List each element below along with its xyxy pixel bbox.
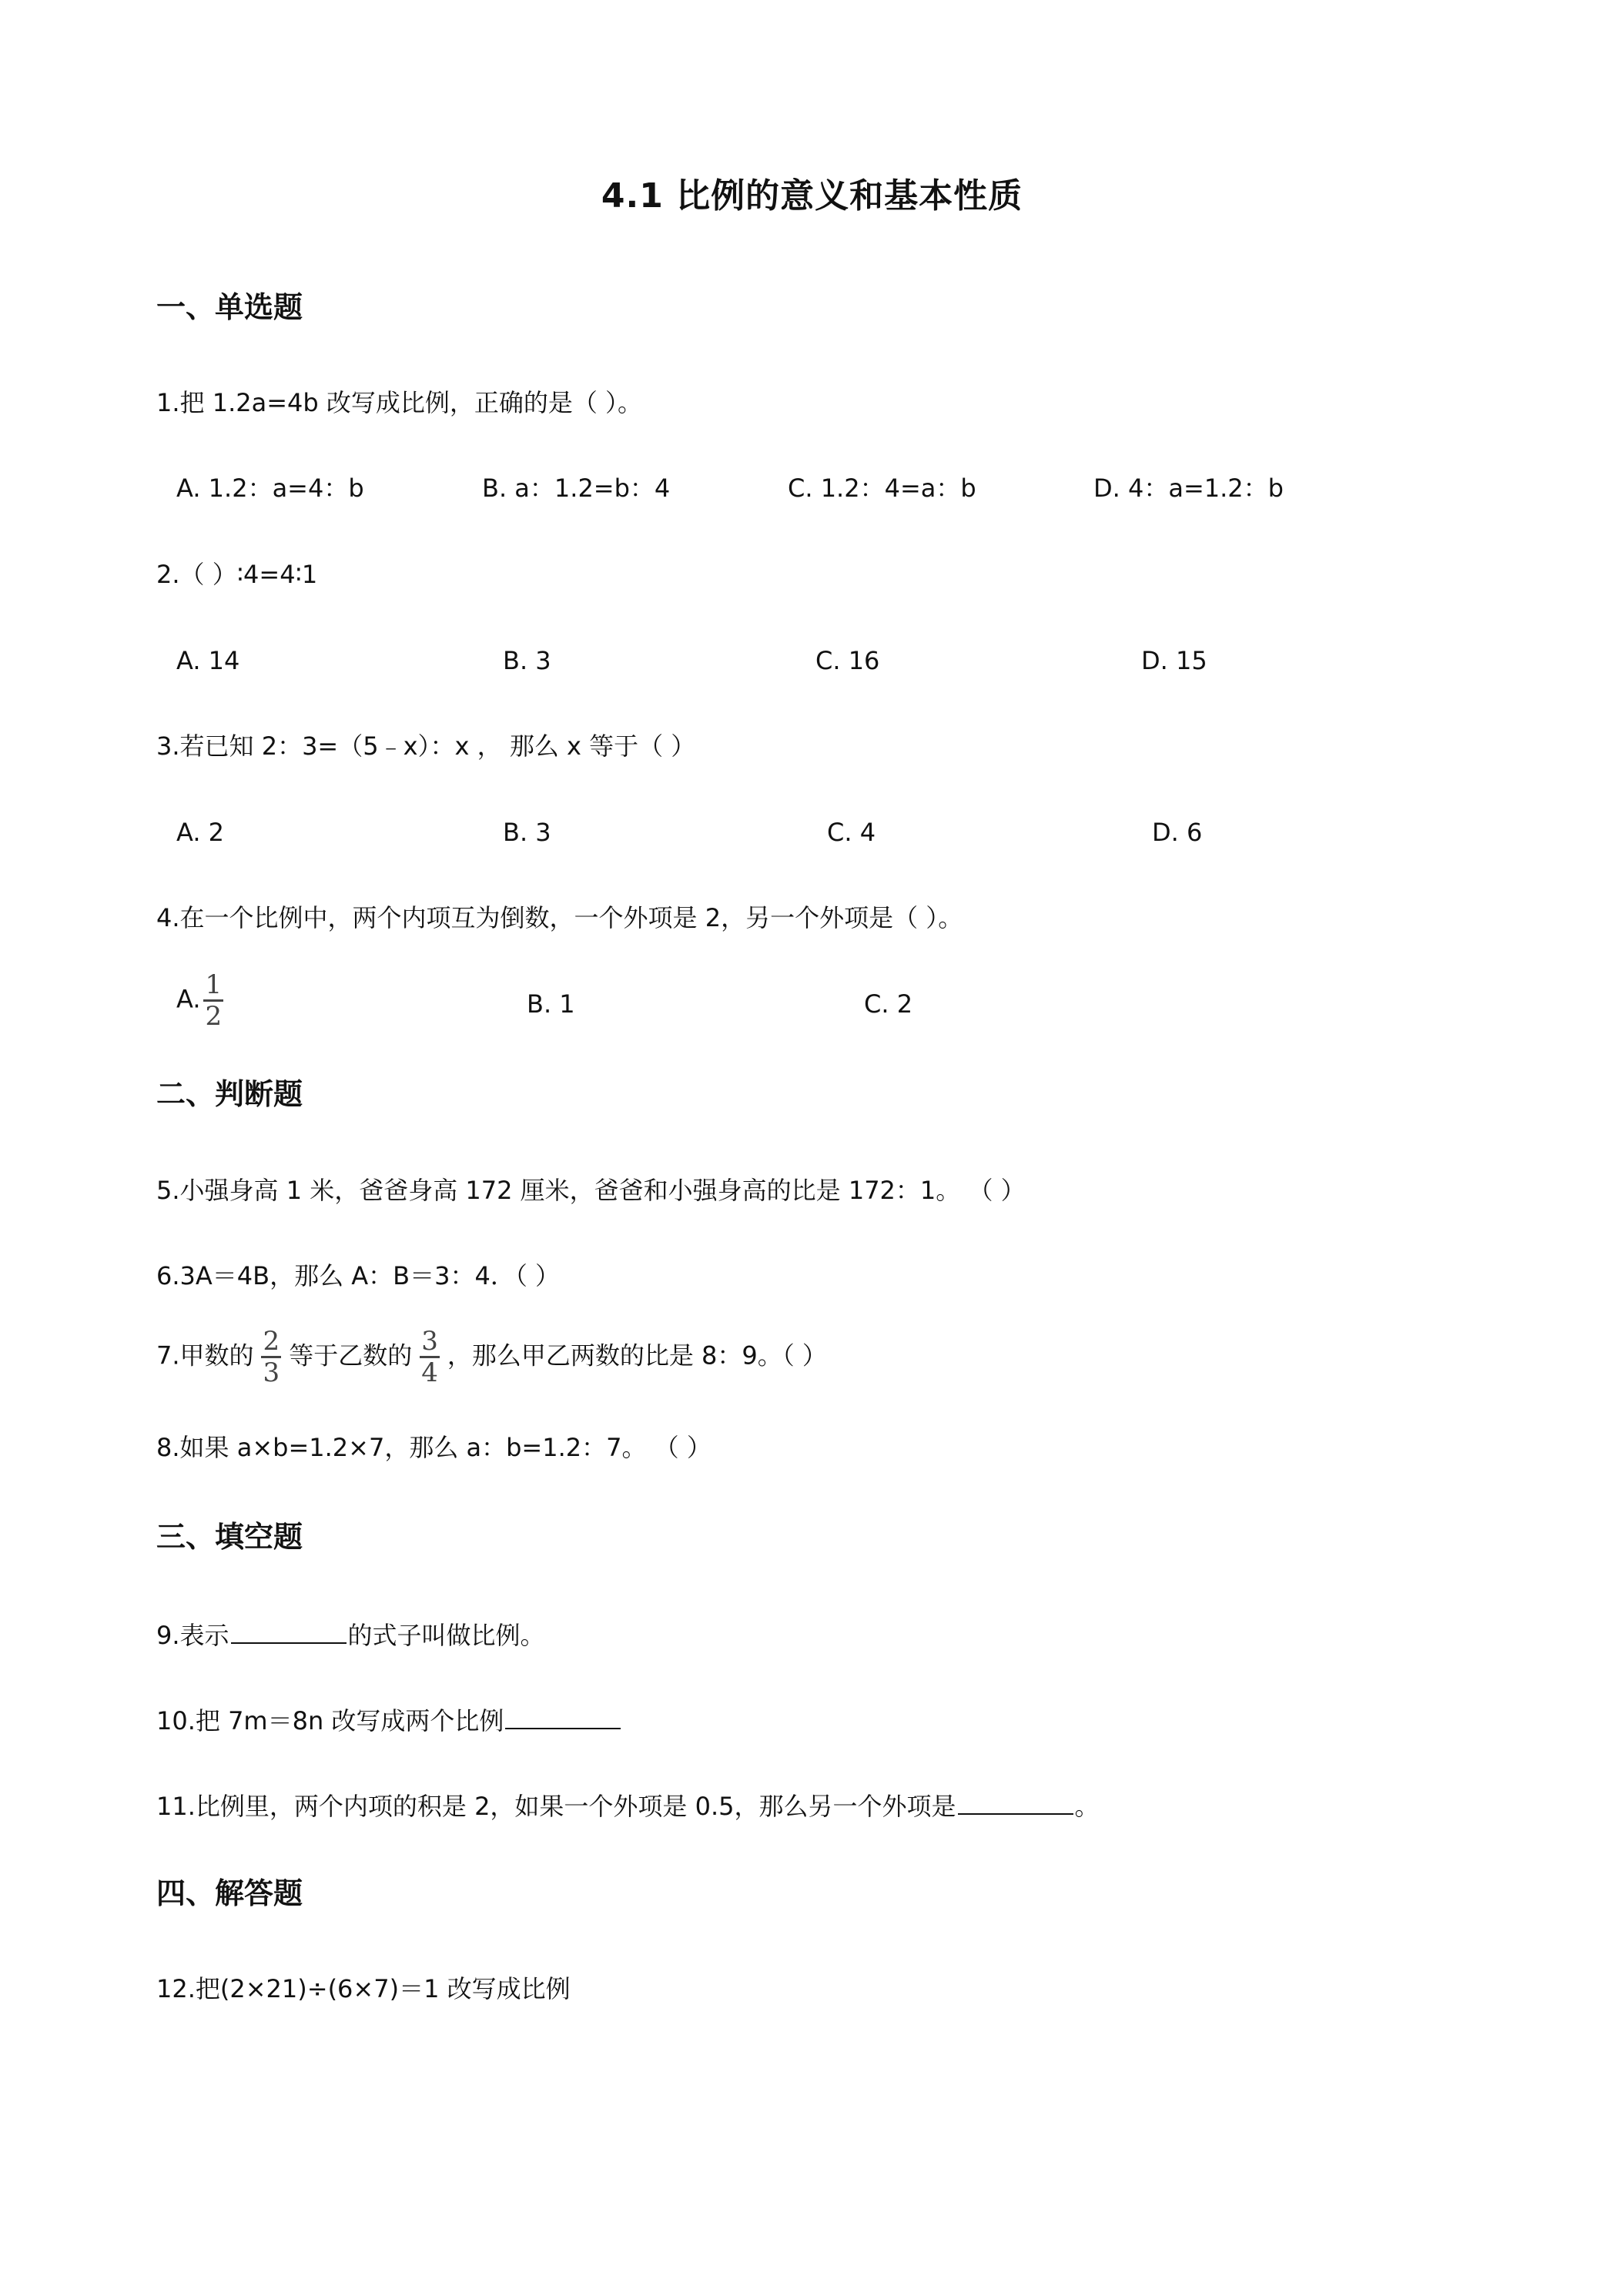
page-title: 4.1 比例的意义和基本性质 [601, 176, 1023, 216]
q4-option-a-fraction [203, 969, 226, 1032]
q4-option-a [176, 969, 231, 1032]
q7-prefix: 7.甲数的 [156, 1340, 254, 1371]
fraction-numerator: 3 [421, 1326, 438, 1357]
q4-option-c: C. 2 [864, 989, 913, 1019]
q1-option-a: A. 1.2：a=4：b [176, 474, 364, 503]
q1-option-b: B. a：1.2=b：4 [482, 474, 671, 503]
q7-mid: 等于乙数的 [289, 1340, 413, 1371]
q3-option-d: D. 6 [1152, 818, 1203, 847]
q9-suffix: 的式子叫做比例。 [347, 1621, 545, 1650]
question-7 [156, 1328, 827, 1386]
q4-option-a-prefix: A. [176, 984, 201, 1014]
section-heading-fill-in: 三、填空题 [156, 1520, 303, 1554]
question-12: 12.把(2×21)÷(6×7)＝1 改写成比例 [156, 1974, 571, 2003]
question-2: 2.（ ）∶4=4∶1 [156, 560, 318, 589]
q7-suffix: ，那么甲乙两数的比是 8：9。（ ） [447, 1340, 827, 1371]
answer-blank[interactable] [505, 1706, 621, 1729]
question-5: 5.小强身高 1 米，爸爸身高 172 厘米，爸爸和小强身高的比是 172：1。 （ ） [156, 1176, 1026, 1205]
q1-option-d: D. 4：a=1.2：b [1093, 474, 1284, 503]
q2-option-b: B. 3 [503, 646, 551, 675]
question-1: 1.把 1.2a=4b 改写成比例，正确的是（ ）。 [156, 388, 643, 417]
q4-option-b: B. 1 [527, 989, 575, 1019]
q11-prefix: 11.比例里，两个内项的积是 2，如果一个外项是 0.5，那么另一个外项是 [156, 1792, 956, 1821]
question-9 [156, 1621, 545, 1648]
q3-option-a: A. 2 [176, 818, 225, 847]
fraction-numerator: 2 [263, 1326, 280, 1357]
q2-option-c: C. 16 [815, 646, 880, 675]
q2-option-a: A. 14 [176, 646, 240, 675]
question-3: 3.若已知 2：3=（5﹣x）：x ， 那么 x 等于（ ） [156, 731, 696, 761]
question-8: 8.如果 a×b=1.2×7，那么 a：b=1.2：7。 （ ） [156, 1433, 712, 1462]
fraction-denominator: 3 [263, 1357, 280, 1388]
fraction-numerator: 1 [205, 969, 223, 1000]
q7-fraction-2 [418, 1328, 441, 1386]
section-heading-single-choice: 一、单选题 [156, 290, 303, 324]
q11-suffix: 。 [1074, 1792, 1100, 1821]
question-10 [156, 1706, 622, 1733]
fraction-denominator: 4 [421, 1357, 438, 1388]
q10-prefix: 10.把 7m＝8n 改写成两个比例 [156, 1706, 504, 1735]
q3-option-c: C. 4 [827, 818, 876, 847]
q1-option-c: C. 1.2：4=a：b [788, 474, 976, 503]
question-11 [156, 1792, 1100, 1819]
answer-blank[interactable] [231, 1621, 347, 1644]
q9-prefix: 9.表示 [156, 1621, 229, 1650]
q3-option-b: B. 3 [503, 818, 551, 847]
section-heading-true-false: 二、判断题 [156, 1077, 303, 1111]
q2-option-d: D. 15 [1141, 646, 1207, 675]
section-heading-short-answer: 四、解答题 [156, 1876, 303, 1910]
fraction-denominator: 2 [205, 1001, 223, 1032]
q7-fraction-1 [260, 1328, 283, 1386]
answer-blank[interactable] [958, 1792, 1073, 1815]
question-4: 4.在一个比例中，两个内项互为倒数，一个外项是 2，另一个外项是（ ）。 [156, 903, 963, 932]
question-6: 6.3A＝4B，那么 A：B＝3：4．（ ） [156, 1261, 561, 1290]
